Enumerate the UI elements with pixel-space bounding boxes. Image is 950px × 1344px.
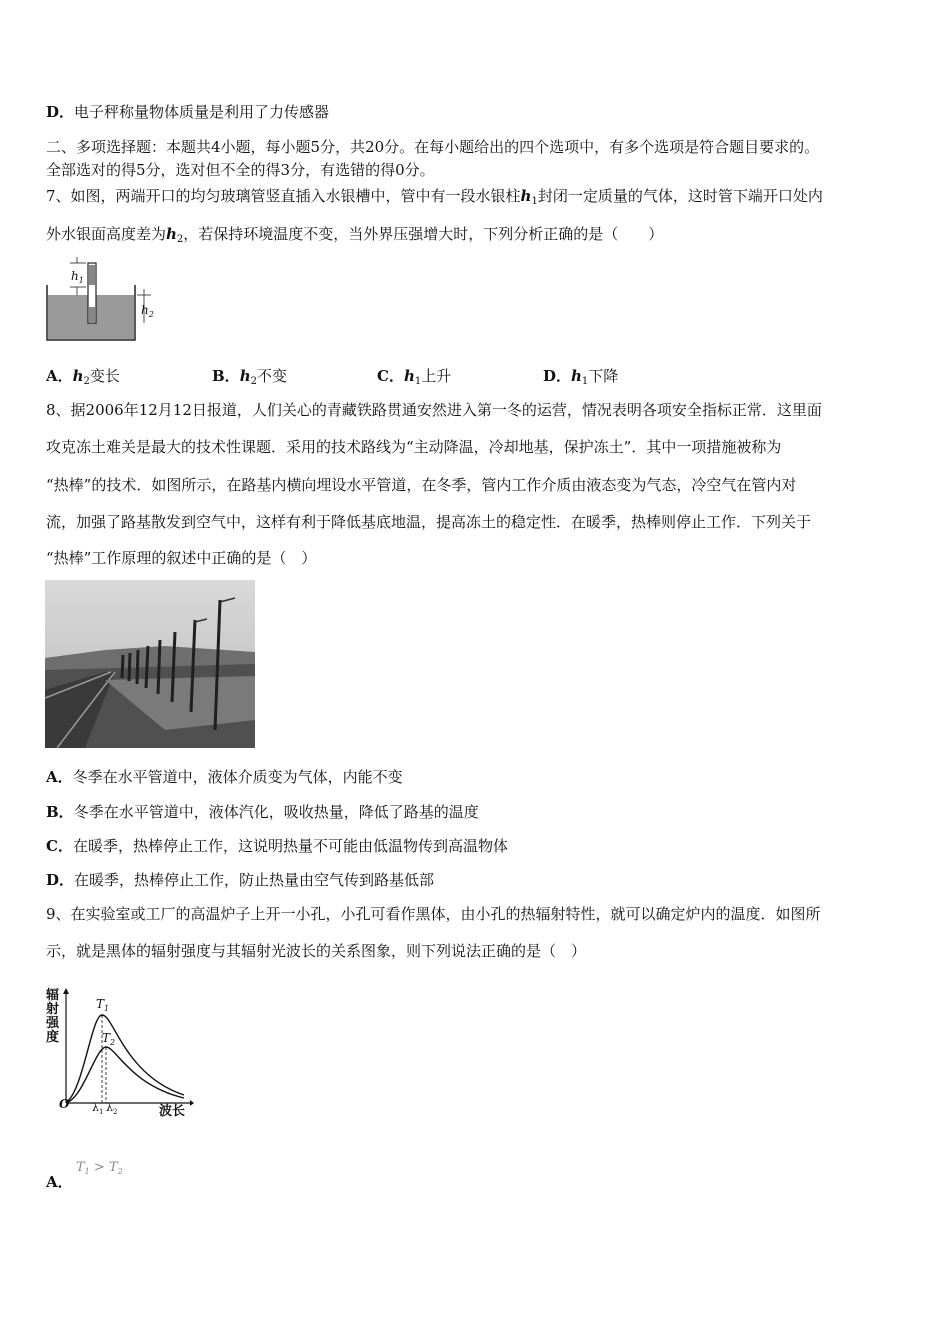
q7-option-a[interactable]: A．$h_2$变长 <box>46 367 120 387</box>
q9-option-a-formula: $T_1 > T_2$ <box>76 1160 123 1176</box>
origin-label: O <box>59 1097 70 1111</box>
lambda2-label: $\lambda_2$ <box>106 1101 118 1116</box>
q8-railway-photo <box>45 580 255 748</box>
q8-stem-line5: “热棒”工作原理的叙述中正确的是（ ） <box>46 549 317 567</box>
label-h1: $h_1$ <box>71 269 84 285</box>
q8-stem-line2: 攻克冻土难关是最大的技术性课题．采用的技术路线为“主动降温，冷却地基，保护冻土”．其中一项措施被称为 <box>46 438 782 456</box>
option-letter: D． <box>46 103 75 121</box>
q7-option-b[interactable]: B．$h_2$不变 <box>212 367 287 387</box>
q9-stem-line1: 9、在实验室或工厂的高温炉子上开一小孔，小孔可看作黑体，由小孔的热辐射特性，就可以确定炉内的温度．如图所 <box>46 905 821 923</box>
label-h2: $h_2$ <box>141 303 154 319</box>
t1-label: $T_1$ <box>96 997 110 1013</box>
q8-option-d[interactable]: D．在暖季，热棒停止工作，防止热量由空气传到路基低部 <box>46 871 435 889</box>
section-heading-line1: 二、多项选择题：本题共4小题，每小题5分，共20分。在每小题给出的四个选项中，有多个选项是符合题目要求的。 <box>46 138 820 156</box>
mercury-trough-diagram <box>44 255 159 345</box>
option-text: 电子秤称量物体质量是利用了力传感器 <box>74 103 330 121</box>
heat-rod-photo <box>45 580 255 748</box>
q7-option-d[interactable]: D．$h_1$下降 <box>543 367 619 387</box>
lambda1-label: $\lambda_1$ <box>92 1101 104 1116</box>
prev-option-d <box>46 102 329 122</box>
q8-option-a[interactable]: A．冬季在水平管道中，液体介质变为气体，内能不变 <box>46 768 403 786</box>
q7-option-c[interactable]: C．$h_1$上升 <box>377 367 452 387</box>
q7-stem-line2: 外水银面高度差为$h_2$，若保持环境温度不变，当外界压强增大时，下列分析正确的是（ ） <box>46 225 664 245</box>
q8-option-b[interactable]: B．冬季在水平管道中，液体汽化，吸收热量，降低了路基的温度 <box>46 803 479 821</box>
q8-stem-line1: 8、据2006年12月12日报道，人们关心的青藏铁路贯通安然进入第一冬的运营，情况表明各项安全指标正常．这里面 <box>46 401 822 419</box>
t2-label: $T_2$ <box>102 1031 116 1047</box>
q8-stem-line3: “热棒”的技术．如图所示，在路基内横向埋设水平管道，在冬季，管内工作介质由液态变为气态，冷空气在管内对 <box>46 476 797 494</box>
q7-stem-line1: 7、如图，两端开口的均匀玻璃管竖直插入水银槽中，管中有一段水银柱$h_1$封闭一定质量的气体，这时管下端开口处内 <box>46 187 823 207</box>
x-axis-label: 波长 <box>159 1104 186 1119</box>
q8-option-c[interactable]: C．在暖季，热棒停止工作，这说明热量不可能由低温物传到高温物体 <box>46 837 508 855</box>
y-axis-label: 辐射强度 <box>46 988 60 1045</box>
q8-stem-line4: 流，加强了路基散发到空气中，这样有利于降低基底地温，提高冻土的稳定性．在暖季，热棒则停止工作．下列关于 <box>46 513 812 531</box>
q9-stem-line2: 示，就是黑体的辐射强度与其辐射光波长的关系图象，则下列说法正确的是（ ） <box>46 942 587 960</box>
q7-tube-figure <box>44 255 159 345</box>
q9-radiation-graph <box>44 985 194 1117</box>
section-heading-line2: 全部选对的得5分，选对但不全的得3分，有选错的得0分。 <box>46 161 435 179</box>
q9-option-a[interactable]: A． <box>46 1173 73 1191</box>
